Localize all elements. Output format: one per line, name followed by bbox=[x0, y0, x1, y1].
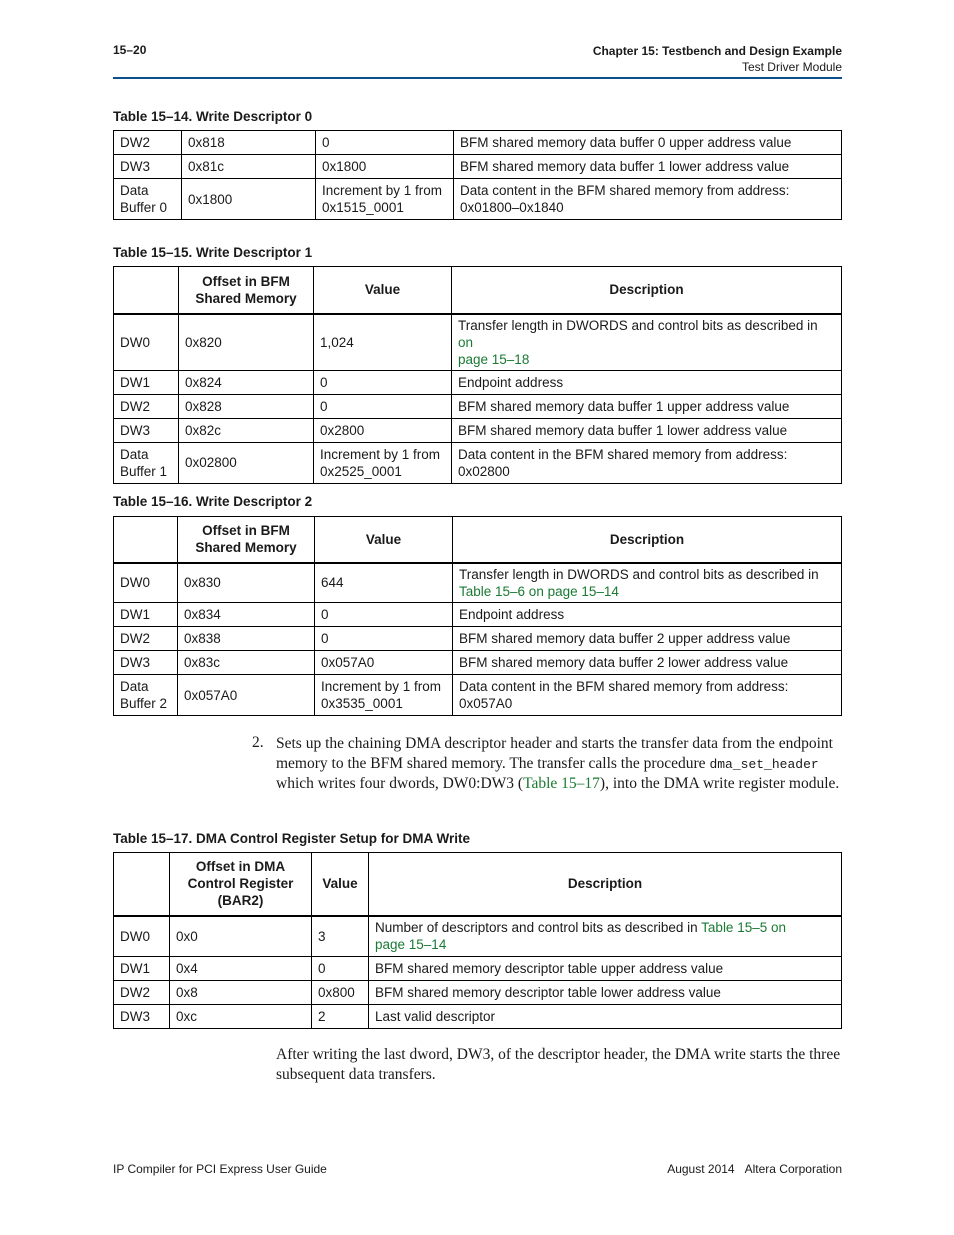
cell-dw: DW0 bbox=[114, 916, 170, 957]
cell-description: Last valid descriptor bbox=[369, 1005, 842, 1029]
paragraph-text: ), into the DMA write register module. bbox=[599, 775, 840, 792]
cell-dw bbox=[114, 675, 178, 716]
cell-description bbox=[453, 563, 842, 603]
header-line: Offset in BFM bbox=[202, 523, 290, 539]
footer-company: Altera Corporation bbox=[744, 1162, 842, 1176]
table-header-row bbox=[114, 267, 842, 314]
cross-reference-link[interactable]: Table 15–6 on page 15–14 bbox=[459, 583, 619, 599]
table-row bbox=[114, 179, 842, 220]
cell-line: 0x3535_0001 bbox=[321, 696, 403, 711]
cell-line: 0x2525_0001 bbox=[320, 463, 402, 479]
cell-description bbox=[454, 179, 842, 220]
table-15 bbox=[113, 266, 842, 484]
table-17-caption: Table 15–17. DMA Control Register Setup for DMA Write bbox=[113, 831, 471, 846]
cell-description: BFM shared memory descriptor table upper address value bbox=[369, 957, 842, 981]
header-line: Shared Memory bbox=[195, 540, 297, 556]
cell-line: 0x01800–0x1840 bbox=[460, 200, 564, 215]
cell-dw: DW2 bbox=[114, 627, 178, 651]
header-dw bbox=[114, 517, 178, 563]
table-row bbox=[114, 155, 842, 179]
table-row bbox=[114, 370, 842, 394]
cell-dw: DW1 bbox=[114, 370, 179, 394]
header-offset bbox=[178, 517, 315, 563]
cell-value: 644 bbox=[315, 563, 453, 603]
header-offset bbox=[170, 853, 312, 916]
table-17 bbox=[113, 852, 842, 1029]
cell-offset: 0x8 bbox=[170, 981, 312, 1005]
table-row bbox=[114, 675, 842, 716]
cell-offset: 0x1800 bbox=[182, 179, 316, 220]
footer-date: August 2014 bbox=[667, 1162, 735, 1176]
table-row bbox=[114, 314, 842, 371]
cell-line: Buffer 1 bbox=[120, 463, 168, 479]
paragraph-text: Sets up the chaining DMA descriptor header and starts the transfer data from the endpoint memory to the BFM shared memory. The transfer calls the procedure bbox=[276, 735, 833, 772]
cell-dw: DW1 bbox=[114, 957, 170, 981]
cell-offset: 0x81c bbox=[182, 155, 316, 179]
closing-paragraph: After writing the last dword, DW3, of the descriptor header, the DMA write starts the three subsequent data transfers. bbox=[276, 1046, 841, 1083]
table-row bbox=[114, 651, 842, 675]
header-offset bbox=[179, 267, 314, 314]
cell-offset: 0x057A0 bbox=[178, 675, 315, 716]
cell-value: 3 bbox=[312, 916, 369, 957]
cell-dw: DW0 bbox=[114, 563, 178, 603]
cell-line: Increment by 1 from bbox=[320, 446, 441, 462]
cell-description: BFM shared memory data buffer 1 lower address value bbox=[454, 155, 842, 179]
cell-line: Buffer 0 bbox=[120, 200, 168, 215]
header-description: Description bbox=[453, 517, 842, 563]
cell-description: Endpoint address bbox=[452, 370, 842, 394]
cross-reference-link[interactable]: on bbox=[458, 334, 474, 350]
cell-offset: 0x82c bbox=[179, 418, 314, 442]
cell-line: 0x1515_0001 bbox=[322, 200, 404, 215]
cell-dw bbox=[114, 442, 179, 483]
cell-text: Transfer length in DWORDS and control bits as described in bbox=[458, 317, 818, 333]
cell-text: Number of descriptors and control bits as described in bbox=[375, 920, 702, 936]
table-header-row bbox=[114, 853, 842, 916]
cell-offset: 0x824 bbox=[179, 370, 314, 394]
cell-dw bbox=[114, 179, 182, 220]
cell-offset: 0x830 bbox=[178, 563, 315, 603]
table-row bbox=[114, 916, 842, 957]
cell-offset: 0x02800 bbox=[179, 442, 314, 483]
table-header-row bbox=[114, 517, 842, 563]
cell-dw: DW2 bbox=[114, 131, 182, 155]
cell-description bbox=[369, 916, 842, 957]
cell-offset: 0xc bbox=[170, 1005, 312, 1029]
cross-reference-link[interactable]: page 15–14 bbox=[375, 937, 447, 953]
cell-dw: DW2 bbox=[114, 981, 170, 1005]
header-line: Shared Memory bbox=[195, 290, 297, 306]
header-line: Offset in DMA bbox=[195, 859, 286, 875]
cell-text: Transfer length in DWORDS and control bits as described in bbox=[459, 566, 819, 582]
cell-dw: DW1 bbox=[114, 603, 178, 627]
cell-description: BFM shared memory data buffer 2 upper address value bbox=[453, 627, 842, 651]
table-row bbox=[114, 394, 842, 418]
cell-offset: 0x0 bbox=[170, 916, 312, 957]
procedure-name: dma_set_header bbox=[709, 756, 819, 772]
header-line: Control Register bbox=[187, 876, 294, 892]
cell-offset: 0x828 bbox=[179, 394, 314, 418]
cell-dw: DW3 bbox=[114, 155, 182, 179]
cell-line: Data bbox=[120, 679, 149, 694]
cell-offset: 0x83c bbox=[178, 651, 315, 675]
cell-value: 0 bbox=[316, 131, 454, 155]
cell-line: Data content in the BFM shared memory from address: bbox=[460, 183, 790, 198]
table-row bbox=[114, 957, 842, 981]
cell-value: 0 bbox=[315, 627, 453, 651]
cell-description: Data content in the BFM shared memory from address: 0x057A0 bbox=[453, 675, 842, 716]
table-row bbox=[114, 627, 842, 651]
header-line: (BAR2) bbox=[217, 893, 264, 909]
cell-value: 0 bbox=[315, 603, 453, 627]
cell-line: Buffer 2 bbox=[120, 696, 168, 711]
header-dw bbox=[114, 267, 179, 314]
table-16-caption: Table 15–16. Write Descriptor 2 bbox=[113, 494, 313, 509]
paragraph-text: which writes four dwords, DW0:DW3 ( bbox=[276, 775, 524, 792]
header-value: Value bbox=[314, 267, 452, 314]
page-number: 15–20 bbox=[113, 43, 147, 57]
cell-description: BFM shared memory data buffer 1 upper address value bbox=[452, 394, 842, 418]
cell-line: Data bbox=[120, 183, 149, 198]
cell-offset: 0x4 bbox=[170, 957, 312, 981]
footer-right bbox=[667, 1162, 842, 1176]
cell-description: BFM shared memory data buffer 0 upper address value bbox=[454, 131, 842, 155]
section-title: Test Driver Module bbox=[741, 60, 842, 74]
cell-line: Data bbox=[120, 446, 149, 462]
cell-line: Increment by 1 from bbox=[322, 183, 443, 198]
cross-reference-link[interactable]: page 15–18 bbox=[458, 351, 530, 367]
cell-description bbox=[452, 314, 842, 371]
cell-line: Increment by 1 from bbox=[321, 679, 442, 694]
cell-value: 0x800 bbox=[312, 981, 369, 1005]
cell-dw: DW0 bbox=[114, 314, 179, 371]
cell-value bbox=[315, 675, 453, 716]
cell-dw: DW3 bbox=[114, 651, 178, 675]
cell-offset: 0x838 bbox=[178, 627, 315, 651]
cell-dw: DW3 bbox=[114, 418, 179, 442]
cell-value: 0x2800 bbox=[314, 418, 452, 442]
cell-offset: 0x818 bbox=[182, 131, 316, 155]
header-description: Description bbox=[369, 853, 842, 916]
table-14-caption: Table 15–14. Write Descriptor 0 bbox=[113, 109, 313, 124]
table-15-caption: Table 15–15. Write Descriptor 1 bbox=[113, 245, 313, 260]
cell-description: BFM shared memory data buffer 2 lower address value bbox=[453, 651, 842, 675]
cell-value: 0x057A0 bbox=[315, 651, 453, 675]
cell-value: 0 bbox=[314, 394, 452, 418]
cell-value: 0x1800 bbox=[316, 155, 454, 179]
table-15-17-link[interactable]: Table 15–17 bbox=[523, 775, 600, 792]
cell-description: BFM shared memory data buffer 1 lower address value bbox=[452, 418, 842, 442]
chapter-title: Chapter 15: Testbench and Design Example bbox=[592, 44, 842, 58]
cell-value: 0 bbox=[312, 957, 369, 981]
table-row bbox=[114, 1005, 842, 1029]
table-row bbox=[114, 981, 842, 1005]
cell-value: 0 bbox=[314, 370, 452, 394]
table-row bbox=[114, 563, 842, 603]
cell-offset: 0x834 bbox=[178, 603, 315, 627]
cross-reference-link[interactable]: Table 15–5 on bbox=[701, 920, 786, 936]
cell-description: BFM shared memory descriptor table lower address value bbox=[369, 981, 842, 1005]
footer-guide-title: IP Compiler for PCI Express User Guide bbox=[113, 1162, 327, 1176]
cell-description: Data content in the BFM shared memory from address: 0x02800 bbox=[452, 442, 842, 483]
header-line: Offset in BFM bbox=[202, 273, 290, 289]
table-14 bbox=[113, 130, 842, 220]
cell-value: 1,024 bbox=[314, 314, 452, 371]
cell-value bbox=[314, 442, 452, 483]
cell-value: 2 bbox=[312, 1005, 369, 1029]
table-row bbox=[114, 603, 842, 627]
cell-value bbox=[316, 179, 454, 220]
cell-dw: DW3 bbox=[114, 1005, 170, 1029]
list-number: 2. bbox=[252, 734, 264, 751]
header-description: Description bbox=[452, 267, 842, 314]
header-rule bbox=[113, 77, 842, 79]
running-header bbox=[593, 43, 842, 75]
table-16 bbox=[113, 516, 842, 716]
table-row bbox=[114, 131, 842, 155]
table-row bbox=[114, 418, 842, 442]
table-row bbox=[114, 442, 842, 483]
cell-offset: 0x820 bbox=[179, 314, 314, 371]
header-value: Value bbox=[315, 517, 453, 563]
cell-dw: DW2 bbox=[114, 394, 179, 418]
header-dw bbox=[114, 853, 170, 916]
header-value: Value bbox=[312, 853, 369, 916]
cell-description: Endpoint address bbox=[453, 603, 842, 627]
step-2-paragraph bbox=[276, 734, 842, 794]
